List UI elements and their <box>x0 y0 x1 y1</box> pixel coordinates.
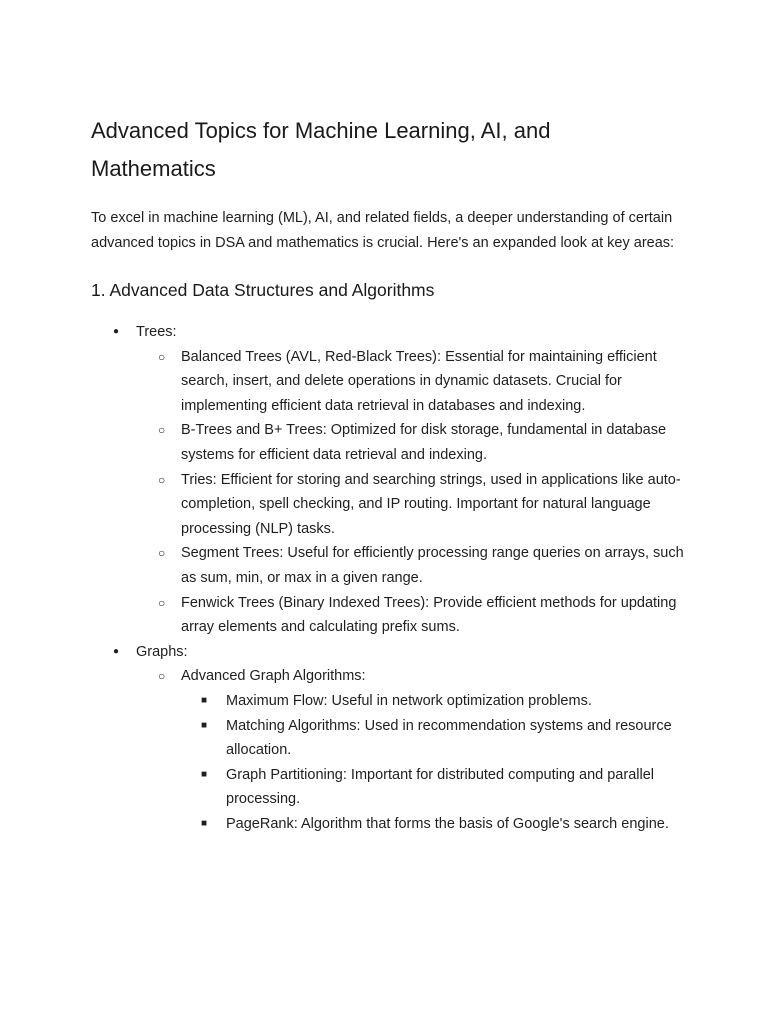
bullet-marker: ■ <box>201 694 208 706</box>
list-item-graphs <box>91 640 696 837</box>
list-item <box>136 591 696 640</box>
list-item-text: Fenwick Trees (Binary Indexed Trees): Provide efficient methods for updating array elements and calculating prefix sums. <box>181 594 677 636</box>
list-item <box>136 418 696 467</box>
list-item <box>181 714 696 763</box>
bullet-marker: ○ <box>158 472 166 487</box>
topic-list <box>91 320 696 836</box>
bullet-marker: ○ <box>158 423 166 438</box>
list-item-text: Tries: Efficient for storing and searching strings, used in applications like auto-completion, spell checking, and IP routing. Important for natural language processing (NLP) tasks. <box>181 471 681 537</box>
list-item <box>181 763 696 812</box>
list-item-trees <box>91 320 696 640</box>
list-item-label: Advanced Graph Algorithms: <box>181 668 366 685</box>
list-item-label: Trees: <box>136 324 177 340</box>
bullet-marker: ○ <box>158 669 166 684</box>
bullet-marker: ○ <box>158 595 166 610</box>
list-item-text: Maximum Flow: Useful in network optimization problems. <box>226 692 592 709</box>
bullet-marker: ■ <box>201 719 208 731</box>
trees-sublist <box>136 345 696 640</box>
bullet-marker: ○ <box>158 546 166 561</box>
bullet-marker: ■ <box>201 768 208 780</box>
list-item-text: Balanced Trees (AVL, Red-Black Trees): Essential for maintaining efficient search, insert, and delete operations in dynamic datasets. Crucial for implementing efficient data retrieval in databases and indexing. <box>181 348 657 414</box>
list-item-text: PageRank: Algorithm that forms the basis of Google's search engine. <box>226 815 669 832</box>
document-title: Advanced Topics for Machine Learning, AI, and Mathematics <box>91 118 551 181</box>
bullet-marker: ○ <box>158 349 166 364</box>
list-item <box>181 812 696 837</box>
section-heading: 1. Advanced Data Structures and Algorithms <box>91 280 435 300</box>
list-item <box>136 345 696 419</box>
bullet-marker: ● <box>113 645 120 657</box>
list-item <box>136 541 696 590</box>
list-item-text: Segment Trees: Useful for efficiently processing range queries on arrays, such as sum, min, or max in a given range. <box>181 545 684 586</box>
list-item <box>136 468 696 542</box>
list-item-text: Graph Partitioning: Important for distributed computing and parallel processing. <box>226 766 654 808</box>
intro-paragraph: To excel in machine learning (ML), AI, and related fields, a deeper understanding of certain advanced topics in DSA and mathematics is crucial. Here's an expanded look at key areas: <box>91 210 675 251</box>
list-item-advanced-graph-algorithms <box>136 664 696 836</box>
list-item-label: Graphs: <box>136 643 188 660</box>
list-item-text: Matching Algorithms: Used in recommendation systems and resource allocation. <box>226 717 672 759</box>
list-item-text: B-Trees and B+ Trees: Optimized for disk storage, fundamental in database systems for efficient data retrieval and indexing. <box>181 422 667 463</box>
bullet-marker: ● <box>113 326 120 337</box>
bullet-marker: ■ <box>201 817 208 829</box>
graph-algorithms-sublist <box>181 689 696 837</box>
graphs-sublist <box>136 664 696 836</box>
list-item <box>181 689 696 714</box>
